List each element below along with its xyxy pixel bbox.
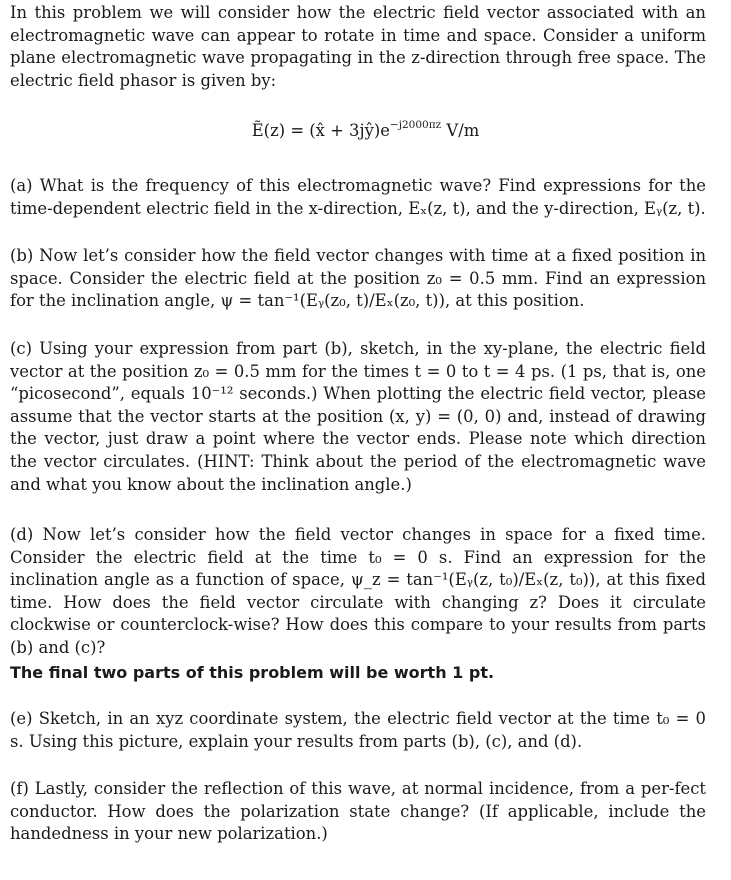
part-a-paragraph: (a) What is the frequency of this electromagnetic wave? Find expressions for the time-dependent electric field in the x-direction, Eₓ(z, t), and the y-direction, Eᵧ(z, t). xyxy=(10,176,706,218)
part-b-paragraph: (b) Now let’s consider how the field vector changes with time at a fixed position in space. Consider the electric field at the position z₀ = 0.5 mm. Find an expression for the inclination angle, ψ = tan⁻¹(Eᵧ(z₀, t)/Eₓ(z₀, t)), at this position. xyxy=(10,246,706,311)
part-c-paragraph: (c) Using your expression from part (b), sketch, in the xy-plane, the electric field vector at the position z₀ = 0.5 mm for the times t = 0 to t = 4 ps. (1 ps, that is, one “picosecond”, equals 10⁻¹² seconds.) When plotting the electric field vector, please assume that the vector starts at the position (x, y) = (0, 0) and, instead of drawing the vector, just draw a point where the vector ends. Please note which direction the vector circulates. (HINT: Think about the period of the electromagnetic wave and what you know about the inclination angle.) xyxy=(10,339,706,494)
part-f-paragraph: (f) Lastly, consider the reflection of this wave, at normal incidence, from a per-fect conductor. How does the polarization state change? (If applicable, include the handedness in your new polarization.) xyxy=(10,779,706,844)
equation-units: V/m xyxy=(441,121,480,140)
intro-paragraph: In this problem we will consider how the electric field vector associated with an electromagnetic wave can appear to rotate in time and space. Consider a uniform plane electromagnetic wave propagating in the z-direction through free space. The electric field phasor is given by: xyxy=(10,3,706,90)
part-e-paragraph: (e) Sketch, in an xyz coordinate system, the electric field vector at the time t₀ = 0 s. Using this picture, explain your results from parts (b), (c), and (d). xyxy=(10,709,706,751)
equation-exponent: −j2000πz xyxy=(389,118,442,131)
phasor-equation xyxy=(0,120,731,143)
equation-lhs: Ẽ(z) = (x̂ + 3jŷ)e xyxy=(251,121,390,140)
part-d-paragraph: (d) Now let’s consider how the field vector changes in space for a fixed time. Consider the electric field at the time t₀ = 0 s. Find an expression for the inclination angle as a function of space, ψ_z = tan⁻¹(Eᵧ(z, t₀)/Eₓ(z, t₀)), at this fixed time. How does the field vector circulate with changing z? Does it circulate clockwise or counterclock-wise? How does this compare to your results from parts (b) and (c)? xyxy=(10,525,706,657)
bold-note: The final two parts of this problem will be worth 1 pt. xyxy=(10,663,495,682)
